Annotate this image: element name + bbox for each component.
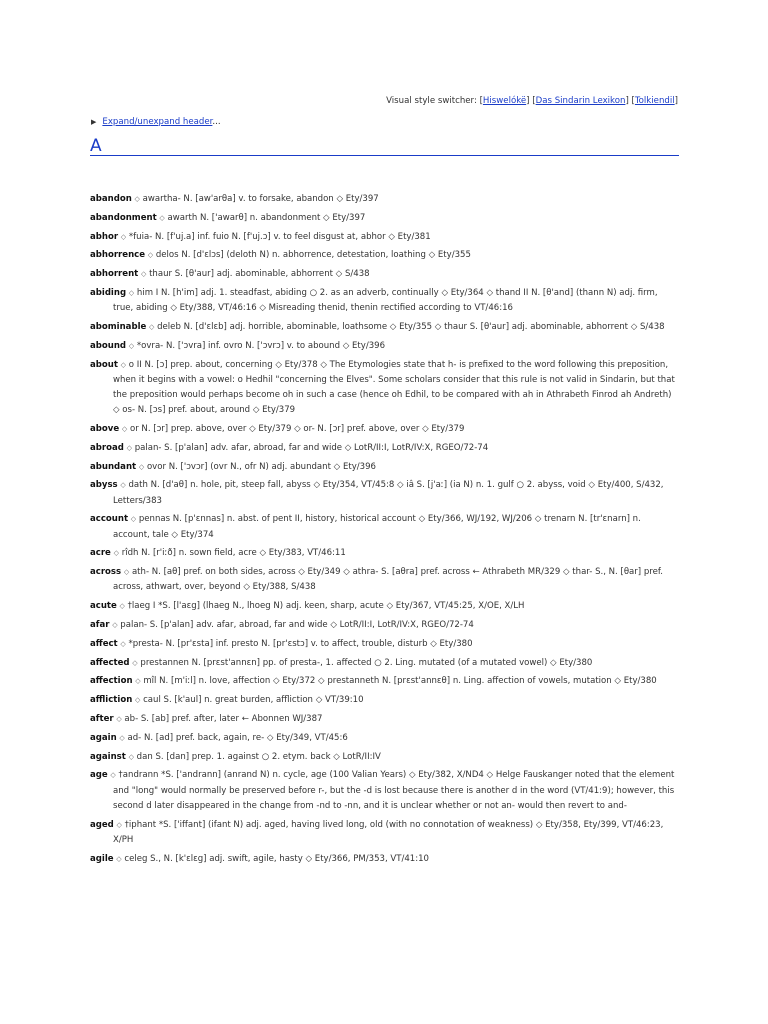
entry-word: affection	[90, 676, 133, 687]
list-item: age ◇ †andrann *S. ['andrann] (anrand N) n. cycle, age (100 Valian Years) ◇ Ety/382, X/ND4 ◇ Helge Fauskanger noted that the element and "long" would normally be preserved before r-, but the -d is lost because there is another d in the word (VT/41:9); however, this second d later disappeared in the change from -nd to -nn, and it is unclear whether or not an- would then revert to and-	[90, 770, 675, 811]
entry-word: afar	[90, 619, 110, 630]
entry-text: ab- S. [ab] pref. after, later ← Abonnen WJ/387	[124, 713, 323, 724]
entry-word: abundant	[90, 461, 137, 472]
list-item: affliction ◇ caul S. [k'aul] n. great burden, affliction ◇ VT/39:10	[90, 695, 364, 706]
entry-word: abominable	[90, 321, 147, 332]
entry-text: †laeg I *S. [l'aɛg] (lhaeg N., lhoeg N) adj. keen, sharp, acute ◇ Ety/367, VT/45:25, X/OE, X/LH	[127, 601, 525, 612]
switcher-link-sindarin-lexikon[interactable]: Das Sindarin Lexikon	[535, 96, 626, 106]
entry-text: pennas N. [p'ɛnnas] n. abst. of pent II, history, historical account ◇ Ety/366, WJ/192, WJ/206 ◇ trenarn N. [tr'ɛnarn] n. account, tale ◇ Ety/374	[113, 514, 641, 540]
entry-text: him I N. [h'im] adj. 1. steadfast, abiding ○ 2. as an adverb, continually ◇ Ety/364 ◇ thand II N. [θ'and] (thann N) adj. firm, true, abiding ◇ Ety/388, VT/46:16 ◇ Misreading thenid, thenin rectified according to VT/46:16	[113, 287, 658, 314]
list-item: abandonment ◇ awarth N. ['awarθ] n. abandonment ◇ Ety/397	[90, 212, 366, 223]
entry-text: awarth N. ['awarθ] n. abandonment ◇ Ety/397	[167, 212, 366, 223]
entry-text: deleb N. [d'ɛlɛb] adj. horrible, abominable, loathsome ◇ Ety/355 ◇ thaur S. [θ'aur] adj. abominable, abhorrent ◇ S/438	[157, 321, 665, 332]
entry-text: mîl N. [m'iːl] n. love, affection ◇ Ety/372 ◇ prestanneth N. [prɛst'annɛθ] n. Ling. affection of vowels, mutation ◇ Ety/380	[143, 676, 657, 687]
list-item: abhorrent ◇ thaur S. [θ'aur] adj. abominable, abhorrent ◇ S/438	[90, 269, 370, 280]
switcher-link-tolkiendil[interactable]: Tolkiendil	[634, 96, 675, 106]
switcher-link-hisweloke[interactable]: Hiswelókë	[482, 96, 527, 106]
entry-text: †andrann *S. ['andrann] (anrand N) n. cycle, age (100 Valian Years) ◇ Ety/382, X/ND4 ◇ Helge Fauskanger noted that the element and "long" would normally be preserved before r-, but the -d is lost because there is another d in the word (VT/41:9); however, this second d later disappeared in the change from -nd to -nn, and it is unclear whether or not an- would then revert to and-	[113, 770, 675, 811]
list-item: afar ◇ palan- S. [p'alan] adv. afar, abroad, far and wide ◇ LotR/II:I, LotR/IV:X, RGEO/72-74	[90, 619, 474, 630]
list-item: above ◇ or N. [ɔr] prep. above, over ◇ Ety/379 ◇ or- N. [ɔr] pref. above, over ◇ Ety/379	[90, 423, 465, 434]
entry-word: abroad	[90, 442, 124, 453]
entry-text: awartha- N. [aw'arθa] v. to forsake, abandon ◇ Ety/397	[142, 194, 379, 204]
list-item: aged ◇ †iphant *S. ['iffant] (ifant N) adj. aged, having lived long, old (with no connotation of weakness) ◇ Ety/358, Ety/399, VT/46:23, X/PH	[90, 819, 664, 845]
entry-word: aged	[90, 819, 114, 830]
entry-text: o II N. [ɔ] prep. about, concerning ◇ Ety/378 ◇ The Etymologies state that h- is prefixed to the word following this preposition, when it begins with a vowel: o Hedhil "concerning the Elves". Some scholars consider that this rule is not valid in Sindarin, but that the preposition would perhaps become oh in such a case (hence oh Edhil, to be compared with ah in Athrabeth Finrod ah Andreth) ◇ os- N. [ɔs] pref. about, around ◇ Ety/379	[113, 359, 675, 416]
entry-text: prestannen N. [prɛst'annɛn] pp. of presta-, 1. affected ○ 2. Ling. mutated (of a mutated vowel) ◇ Ety/380	[140, 657, 593, 668]
entry-text: or N. [ɔr] prep. above, over ◇ Ety/379 ◇ or- N. [ɔr] pref. above, over ◇ Ety/379	[129, 423, 465, 434]
list-item: account ◇ pennas N. [p'ɛnnas] n. abst. of pent II, history, historical account ◇ Ety/366, WJ/192, WJ/206 ◇ trenarn N. [tr'ɛnarn] n. account, tale ◇ Ety/374	[90, 514, 641, 540]
list-item: abhor ◇ *fuia- N. [f'uj.a] inf. fuio N. [f'uj.ɔ] v. to feel disgust at, abhor ◇ Ety/381	[90, 231, 431, 242]
entry-word: agile	[90, 853, 114, 864]
entry-list	[90, 192, 680, 870]
entry-text: †iphant *S. ['iffant] (ifant N) adj. aged, having lived long, old (with no connotation of weakness) ◇ Ety/358, Ety/399, VT/46:23, X/PH	[113, 819, 664, 845]
entry-text: *presta- N. [pr'ɛsta] inf. presto N. [pr'ɛstɔ] v. to affect, trouble, disturb ◇ Ety/380	[128, 638, 473, 649]
entry-word: above	[90, 423, 120, 434]
entry-word: abandon	[90, 194, 132, 204]
list-item: again ◇ ad- N. [ad] pref. back, again, re- ◇ Ety/349, VT/45:6	[90, 732, 348, 743]
entry-word: abandonment	[90, 212, 157, 223]
entry-word: abhorrence	[90, 250, 146, 261]
list-item: abiding ◇ him I N. [h'im] adj. 1. steadfast, abiding ○ 2. as an adverb, continually ◇ Ety/364 ◇ thand II N. [θ'and] (thann N) adj. firm, true, abiding ◇ Ety/388, VT/46:16 ◇ Misreading thenid, thenin rectified according to VT/46:16	[90, 287, 658, 314]
list-item: acute ◇ †laeg I *S. [l'aɛg] (lhaeg N., lhoeg N) adj. keen, sharp, acute ◇ Ety/367, VT/45:25, X/OE, X/LH	[90, 601, 525, 612]
entry-word: abiding	[90, 287, 127, 298]
entry-text: thaur S. [θ'aur] adj. abominable, abhorrent ◇ S/438	[149, 269, 370, 280]
expand-header	[91, 117, 221, 127]
list-item: abundant ◇ ovor N. ['ɔvɔr] (ovr N., ofr N) adj. abundant ◇ Ety/396	[90, 461, 376, 472]
expand-suffix: ...	[212, 117, 221, 127]
entry-text: delos N. [d'ɛlɔs] (deloth N) n. abhorrence, detestation, loathing ◇ Ety/355	[155, 250, 471, 261]
entry-word: abyss	[90, 480, 118, 491]
entry-word: affliction	[90, 695, 133, 706]
list-item: across ◇ ath- N. [aθ] pref. on both sides, across ◇ Ety/349 ◇ athra- S. [aθra] pref. across ← Athrabeth MR/329 ◇ thar- S., N. [θar] pref. across, athwart, over, beyond ◇ Ety/388, S/438	[90, 567, 663, 593]
entry-text: palan- S. [p'alan] adv. afar, abroad, far and wide ◇ LotR/II:I, LotR/IV:X, RGEO/72-74	[120, 619, 474, 630]
list-item: abyss ◇ dath N. [d'aθ] n. hole, pit, steep fall, abyss ◇ Ety/354, VT/45:8 ◇ iâ S. [j'aː] (ia N) n. 1. gulf ○ 2. abyss, void ◇ Ety/400, S/432, Letters/383	[90, 480, 664, 506]
entry-text: celeg S., N. [k'ɛlɛg] adj. swift, agile, hasty ◇ Ety/366, PM/353, VT/41:10	[124, 853, 429, 864]
entry-word: account	[90, 514, 129, 525]
list-item: acre ◇ rîdh N. [r'iːð] n. sown field, acre ◇ Ety/383, VT/46:11	[90, 548, 346, 559]
entry-word: acre	[90, 548, 111, 559]
triangle-right-icon[interactable]: ▶	[91, 118, 97, 126]
entry-word: after	[90, 713, 114, 724]
list-item: against ◇ dan S. [dan] prep. 1. against ○ 2. etym. back ◇ LotR/II:IV	[90, 751, 381, 762]
list-item: abandon ◇ awartha- N. [aw'arθa] v. to forsake, abandon ◇ Ety/397	[90, 194, 379, 204]
entry-word: affected	[90, 657, 130, 668]
entry-text: ad- N. [ad] pref. back, again, re- ◇ Ety/349, VT/45:6	[127, 732, 348, 743]
entry-text: caul S. [k'aul] n. great burden, affliction ◇ VT/39:10	[143, 695, 364, 706]
list-item: abhorrence ◇ delos N. [d'ɛlɔs] (deloth N) n. abhorrence, detestation, loathing ◇ Ety/355	[90, 250, 471, 261]
list-item: affected ◇ prestannen N. [prɛst'annɛn] pp. of presta-, 1. affected ○ 2. Ling. mutated (of a mutated vowel) ◇ Ety/380	[90, 657, 593, 668]
entry-text: rîdh N. [r'iːð] n. sown field, acre ◇ Ety/383, VT/46:11	[121, 548, 346, 559]
list-item: after ◇ ab- S. [ab] pref. after, later ← Abonnen WJ/387	[90, 713, 323, 724]
list-item: affect ◇ *presta- N. [pr'ɛsta] inf. presto N. [pr'ɛstɔ] v. to affect, trouble, disturb ◇ Ety/380	[90, 638, 473, 649]
entry-word: abhorrent	[90, 269, 139, 280]
entry-word: across	[90, 567, 122, 578]
entry-word: acute	[90, 601, 117, 612]
entry-text: dath N. [d'aθ] n. hole, pit, steep fall, abyss ◇ Ety/354, VT/45:8 ◇ iâ S. [j'aː] (ia N) n. 1. gulf ○ 2. abyss, void ◇ Ety/400, S/432, Letters/383	[113, 480, 664, 506]
entry-text: ovor N. ['ɔvɔr] (ovr N., ofr N) adj. abundant ◇ Ety/396	[146, 461, 376, 472]
list-item: affection ◇ mîl N. [m'iːl] n. love, affection ◇ Ety/372 ◇ prestanneth N. [prɛst'annɛθ] n. Ling. affection of vowels, mutation ◇ Ety/380	[90, 676, 657, 687]
list-item: about ◇ o II N. [ɔ] prep. about, concerning ◇ Ety/378 ◇ The Etymologies state that h- is prefixed to the word following this preposition, when it begins with a vowel: o Hedhil "concerning the Elves". Some scholars consider that this rule is not valid in Sindarin, but that the preposition would perhaps become oh in such a case (hence oh Edhil, to be compared with ah in Athrabeth Finrod ah Andreth) ◇ os- N. [ɔs] pref. about, around ◇ Ety/379	[90, 359, 675, 416]
entry-word: again	[90, 732, 117, 743]
entry-text: *ovra- N. ['ɔvra] inf. ovro N. ['ɔvrɔ] v. to abound ◇ Ety/396	[136, 340, 386, 351]
entry-word: age	[90, 770, 108, 781]
entry-text: *fuia- N. [f'uj.a] inf. fuio N. [f'uj.ɔ] v. to feel disgust at, abhor ◇ Ety/381	[128, 231, 431, 242]
list-item: abominable ◇ deleb N. [d'ɛlɛb] adj. horrible, abominable, loathsome ◇ Ety/355 ◇ thaur S. [θ'aur] adj. abominable, abhorrent ◇ S/438	[90, 321, 665, 332]
entry-word: against	[90, 751, 126, 762]
style-switcher: Visual style switcher: [Hiswelókë] [Das Sindarin Lexikon] [Tolkiendil]	[386, 96, 678, 106]
list-item: agile ◇ celeg S., N. [k'ɛlɛg] adj. swift, agile, hasty ◇ Ety/366, PM/353, VT/41:10	[90, 853, 429, 864]
expand-header-link[interactable]: Expand/unexpand header	[102, 117, 213, 127]
entry-word: about	[90, 359, 118, 370]
list-item: abound ◇ *ovra- N. ['ɔvra] inf. ovro N. ['ɔvrɔ] v. to abound ◇ Ety/396	[90, 340, 386, 351]
entry-text: ath- N. [aθ] pref. on both sides, across ◇ Ety/349 ◇ athra- S. [aθra] pref. across ← Athrabeth MR/329 ◇ thar- S., N. [θar] pref. across, athwart, over, beyond ◇ Ety/388, S/438	[113, 567, 663, 593]
entry-text: palan- S. [p'alan] adv. afar, abroad, far and wide ◇ LotR/II:I, LotR/IV:X, RGEO/72-74	[134, 442, 489, 453]
letter-heading: A	[90, 136, 102, 156]
entry-word: affect	[90, 638, 118, 649]
heading-divider	[90, 155, 679, 156]
entry-text: dan S. [dan] prep. 1. against ○ 2. etym. back ◇ LotR/II:IV	[136, 751, 381, 762]
list-item: abroad ◇ palan- S. [p'alan] adv. afar, abroad, far and wide ◇ LotR/II:I, LotR/IV:X, RGEO/72-74	[90, 442, 489, 453]
entry-word: abhor	[90, 231, 119, 242]
switcher-label: Visual style switcher: [	[386, 96, 483, 106]
entry-word: abound	[90, 340, 127, 351]
